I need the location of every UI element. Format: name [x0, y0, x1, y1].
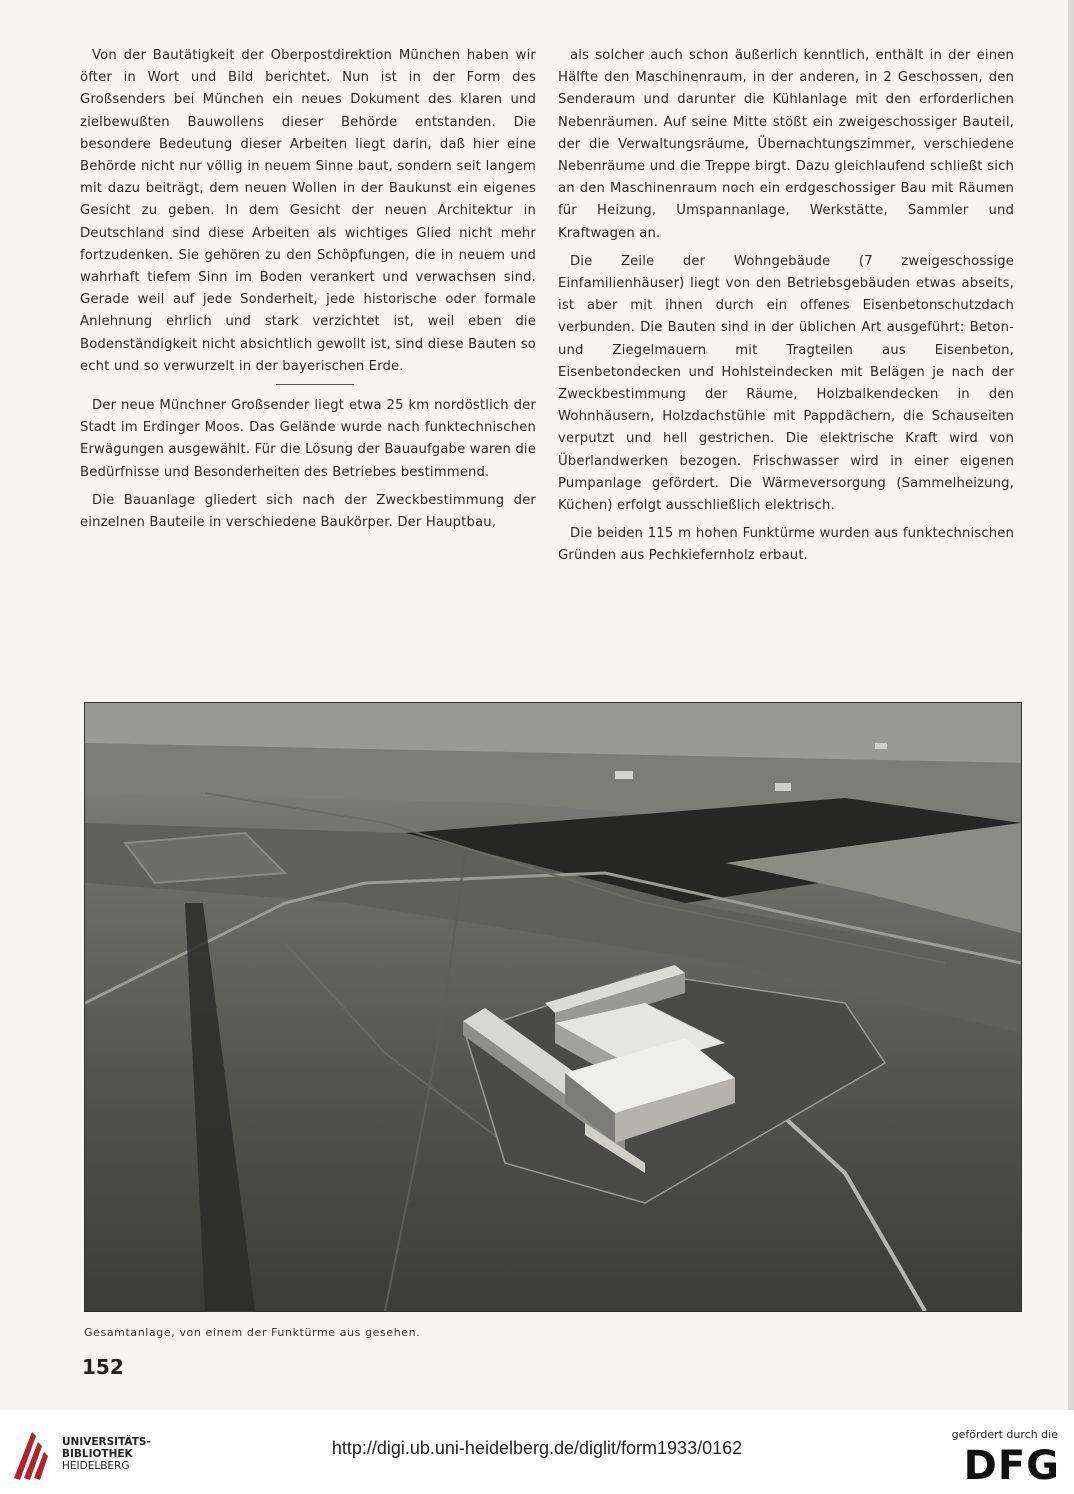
right-paragraph-1: als solcher auch schon äußerlich kenntlich, enthält in der einen Hälfte den Maschinenraum, in der anderen, in 2 Geschossen, den Senderaum und darunter die Kühlanlage mit den erforderlichen Nebenräumen. Auf seine Mitte stößt ein zweigeschossiger Bauteil, der die Verwaltungsräume, Übernachtungszimmer, verschiedene Nebenräume und die Treppe birgt. Dazu gleichlaufend schließt sich an den Maschinenraum noch ein erdgeschossiger Bau mit Räumen für Heizung, Umspannanlage, Werkstätte, Sammler und Kraftwagen an. — [558, 48, 1014, 241]
right-paragraph-3: Die beiden 115 m hohen Funktürme wurden aus funktechnischen Gründen aus Pechkiefernholz erbaut. — [558, 526, 1014, 564]
aerial-photo — [84, 702, 1022, 1312]
funded-by-label: gefördert durch die — [951, 1428, 1058, 1441]
left-paragraph-3: Die Bauanlage gliedert sich nach der Zweckbestimmung der einzelnen Bauteile in verschiedene Baukörper. Der Hauptbau, — [80, 492, 536, 531]
section-separator — [276, 384, 354, 385]
right-column — [558, 45, 1014, 568]
left-paragraph-2: Der neue Münchner Großsender liegt etwa 25 km nordöstlich der Stadt im Erdinger Moos. Das Gelände wurde nach funktechnischen Erwägungen ausgewählt. Für die Lösung der Bauaufgabe waren die Bedürfnisse und Besonderheiten des Betriebes bestimmend. — [80, 398, 536, 480]
university-line-3: HEIDELBERG — [62, 1460, 130, 1472]
left-column — [80, 45, 536, 534]
source-url-link[interactable]: http://digi.ub.uni-heidelberg.de/diglit/form1933/0162 — [331, 1438, 743, 1458]
aerial-photo-drawing — [85, 703, 1021, 1311]
left-paragraph-1: Von der Bautätigkeit der Oberpostdirektion München haben wir öfter in Wort und Bild berichtet. Nun ist in der Form des Großsenders bei München ein neues Dokument des klaren und zielbewußten Bauwollens dieser Behörde entstanden. Die besondere Bedeutung dieser Arbeiten liegt darin, daß hier eine Behörde nicht nur völlig in neuem Sinne baut, sondern seit langem mit dazu beiträgt, dem neuen Wollen in der Baukunst ein eigenes Gesicht zu geben. In dem Gesicht der neuen Architektur in Deutschland sind diese Arbeiten als wichtiges Glied nicht mehr fortzudenken. Sie gehören zu den Schöpfungen, die in neuem und wahrhaft tiefem Sinn im Boden verankert und verwachsen sind. Gerade weil auf jede Sonderheit, jede historische oder formale Anlehnung ehrlich und stark verzichtet ist, weil eben die Bodenständigkeit nicht absichtlich gewollt ist, sind diese Bauten so echt und so verwurzelt in der bayerischen Erde. — [80, 48, 536, 374]
dfg-logo: DFG — [963, 1443, 1060, 1489]
footer — [0, 1410, 1074, 1494]
page-number: 152 — [82, 1355, 124, 1379]
right-paragraph-2: Die Zeile der Wohngebäude (7 zweigeschossige Einfamilienhäuser) liegt von den Betriebsgebäuden etwas abseits, ist aber mit ihnen durch ein offenes Eisenbetonschutzdach verbunden. Die Bauten sind in der üblichen Art ausgeführt: Beton- und Ziegelmauern mit Tragteilen aus Eisenbeton, Eisenbetondecken und Hohlsteindecken mit Belägen je nach der Zweckbestimmung der Räume, Holzbalkendecken in den Wohnhäusern, Holzdachstühle mit Pappdächern, die Schauseiten verputzt und hell gestrichen. Die elektrische Kraft wird von Überlandwerken bezogen. Frischwasser wird in einer eigenen Pumpanlage gefördert. Die Wärmeversorgung (Sammelheizung, Küchen) erfolgt ausschließlich elektrisch. — [558, 253, 1014, 514]
university-line-2: BIBLIOTHEK — [62, 1448, 133, 1460]
figure-caption: Gesamtanlage, von einem der Funktürme aus gesehen. — [84, 1326, 421, 1339]
university-line-1: UNIVERSITÄTS- — [62, 1436, 151, 1448]
